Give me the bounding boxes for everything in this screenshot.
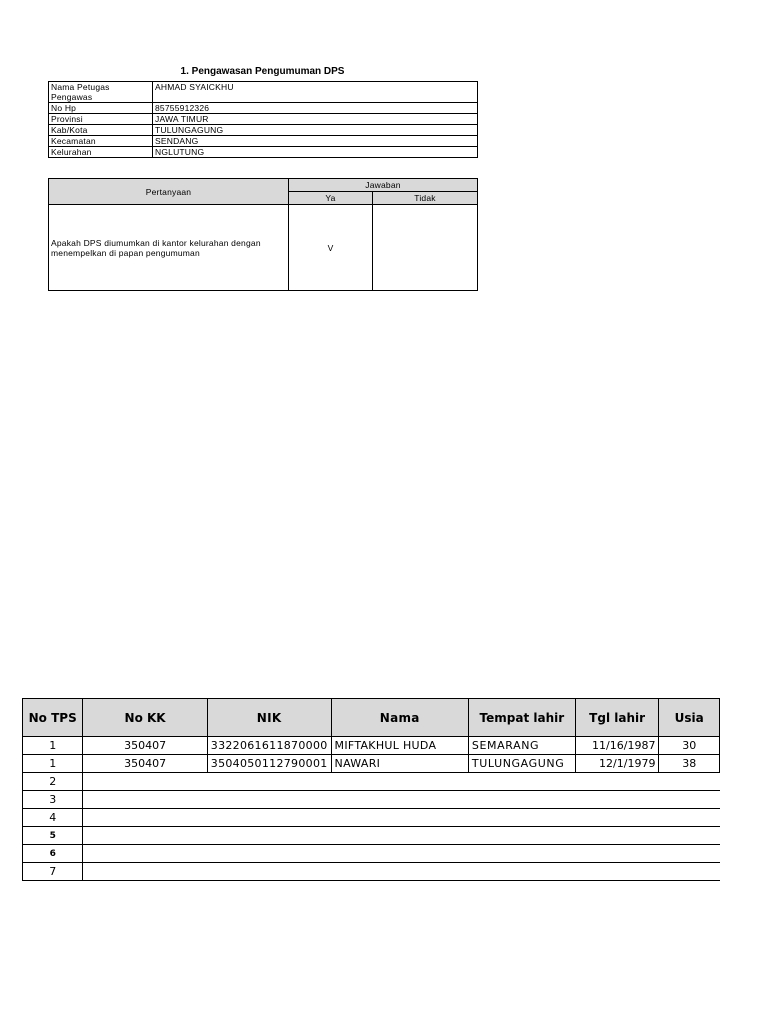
cell-nama: NAWARI — [331, 755, 468, 773]
info-label: Nama Petugas Pengawas — [49, 82, 153, 103]
question-answer-table — [48, 178, 478, 291]
info-label: No Hp — [49, 103, 153, 114]
col-header-no-kk: No KK — [83, 699, 207, 737]
section-title: 1. Pengawasan Pengumuman DPS — [180, 66, 345, 77]
info-value: JAWA TIMUR — [153, 114, 478, 125]
table-row — [23, 791, 720, 809]
info-value: NGLUTUNG — [153, 147, 478, 158]
cell-tps: 3 — [23, 791, 83, 809]
empty-cell — [83, 863, 720, 881]
info-row — [49, 82, 478, 103]
table-row — [23, 827, 720, 845]
info-label: Kab/Kota — [49, 125, 153, 136]
cell-usia: 38 — [659, 755, 720, 773]
question-text: Apakah DPS diumumkan di kantor kelurahan dengan menempelkan di papan pengumuman — [49, 205, 289, 291]
cell-tgl-lahir: 11/16/1987 — [575, 737, 659, 755]
col-header-tempat-lahir: Tempat lahir — [468, 699, 575, 737]
info-label: Kecamatan — [49, 136, 153, 147]
info-row — [49, 125, 478, 136]
table-row — [23, 773, 720, 791]
table-row — [23, 809, 720, 827]
yes-answer: V — [289, 205, 373, 291]
empty-cell — [83, 773, 720, 791]
col-header-nama: Nama — [331, 699, 468, 737]
table-row — [23, 737, 720, 755]
info-row — [49, 147, 478, 158]
officer-info-table — [48, 81, 478, 158]
col-header-nik: NIK — [207, 699, 331, 737]
info-row — [49, 103, 478, 114]
empty-cell — [83, 845, 720, 863]
info-label: Kelurahan — [49, 147, 153, 158]
info-row — [49, 114, 478, 125]
info-row — [49, 136, 478, 147]
cell-kk: 350407 — [83, 755, 207, 773]
cell-tps: 5 — [23, 827, 83, 845]
cell-tps: 1 — [23, 737, 83, 755]
cell-tps: 6 — [23, 845, 83, 863]
table-row — [23, 845, 720, 863]
cell-nama: MIFTAKHUL HUDA — [331, 737, 468, 755]
info-label: Provinsi — [49, 114, 153, 125]
question-header: Pertanyaan — [49, 179, 289, 205]
cell-tps: 4 — [23, 809, 83, 827]
answer-header: Jawaban — [289, 179, 478, 192]
table-row — [23, 755, 720, 773]
empty-cell — [83, 809, 720, 827]
col-header-tgl-lahir: Tgl lahir — [575, 699, 659, 737]
col-header-usia: Usia — [659, 699, 720, 737]
info-value: 85755912326 — [153, 103, 478, 114]
cell-kk: 350407 — [83, 737, 207, 755]
cell-tps: 7 — [23, 863, 83, 881]
cell-tempat-lahir: TULUNGAGUNG — [468, 755, 575, 773]
cell-tgl-lahir: 12/1/1979 — [575, 755, 659, 773]
table-row — [23, 863, 720, 881]
cell-tps: 2 — [23, 773, 83, 791]
cell-nik: 3504050112790001 — [207, 755, 331, 773]
col-header-no-tps: No TPS — [23, 699, 83, 737]
empty-cell — [83, 827, 720, 845]
info-value: TULUNGAGUNG — [153, 125, 478, 136]
cell-nik: 3322061611870000 — [207, 737, 331, 755]
voter-table — [22, 698, 720, 881]
cell-tps: 1 — [23, 755, 83, 773]
cell-tempat-lahir: SEMARANG — [468, 737, 575, 755]
info-value: SENDANG — [153, 136, 478, 147]
info-value: AHMAD SYAICKHU — [153, 82, 478, 103]
no-answer — [373, 205, 478, 291]
no-header: Tidak — [373, 192, 478, 205]
yes-header: Ya — [289, 192, 373, 205]
cell-usia: 30 — [659, 737, 720, 755]
empty-cell — [83, 791, 720, 809]
